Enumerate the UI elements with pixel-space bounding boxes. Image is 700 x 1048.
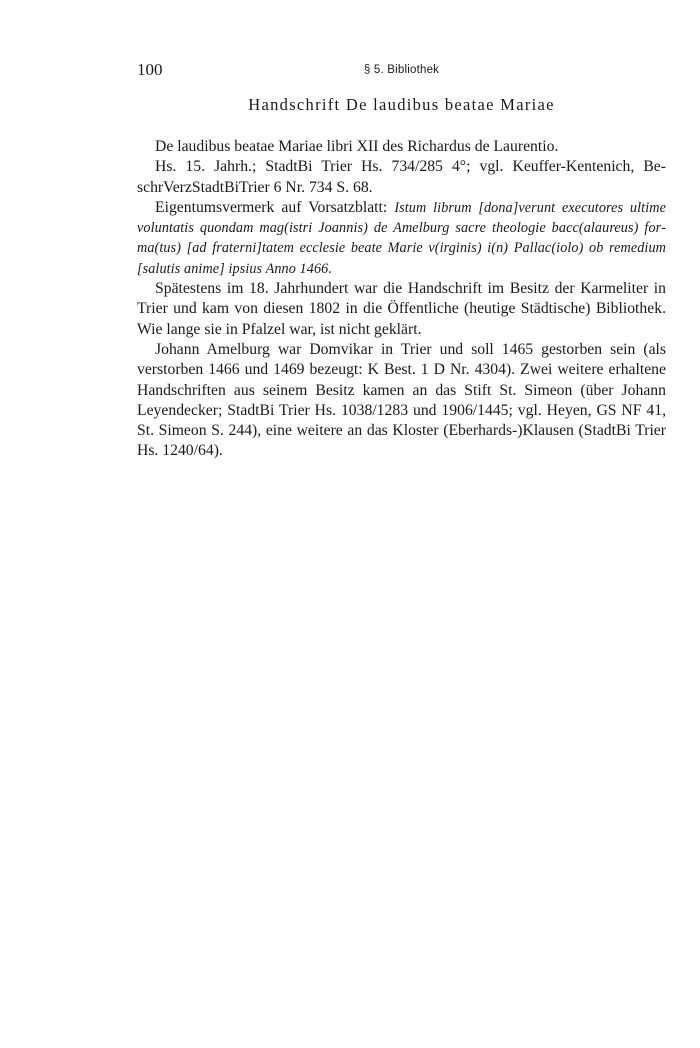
ownership-inscription: Istum librum [dona]verunt executores ultime voluntatis quondam mag(istri Joannis) de Amelburg sacre theologie bacc(alaureus) forma(tus) [ad fraterni]tatem ecclesie beate Marie v(irginis) i(n) Pallac(iolo) ob remedium [salutis anime] ipsius Anno 1466. (137, 199, 666, 277)
paragraph-amelburg: Johann Amelburg war Domvikar in Trier und soll 1465 gestorben sein (als verstorben 1466 und 1469 bezeugt: K Best. 1 D Nr. 4304). Zwei weitere erhaltene Handschriften aus seinem Besitz kamen an das Stift St. Simeon (über Johann Leyendecker; StadtBi Trier Hs. 1038/1283 und 1906/1445; vgl. Heyen, GS NF 41, St. Simeon S. 244), eine weitere an das Kloster (Eberhards-)Klausen (StadtBi Trier Hs. 1240/64). (137, 340, 666, 460)
ownership-note-lead: Eigentumsvermerk auf Vorsatzblatt: (155, 198, 395, 216)
running-title: § 5. Bibliothek (363, 64, 440, 76)
paragraph-title-line: De laudibus beatae Mariae libri XII des Richardus de Laurentio. (155, 138, 559, 155)
running-head (137, 60, 666, 84)
paragraph-ownership-note (137, 198, 666, 279)
section-heading: Handschrift De laudibus beatae Mariae (248, 95, 555, 114)
paragraph-provenance: Spätestens im 18. Jahrhundert war die Handschrift im Besitz der Karmeliter in Trier und kam von diesen 1802 in die Öffentliche (heutige Städtische) Bibliothek. Wie lange sie in Pfalzel war, ist nicht geklärt. (137, 280, 666, 338)
paragraph-manuscript-reference: Hs. 15. Jahrh.; StadtBi Trier Hs. 734/285 4°; vgl. Keuffer-Kentenich, BeschrVerzStadtBiTrier 6 Nr. 734 S. 68. (137, 158, 666, 196)
body-text (137, 137, 666, 462)
page-number: 100 (137, 60, 163, 79)
